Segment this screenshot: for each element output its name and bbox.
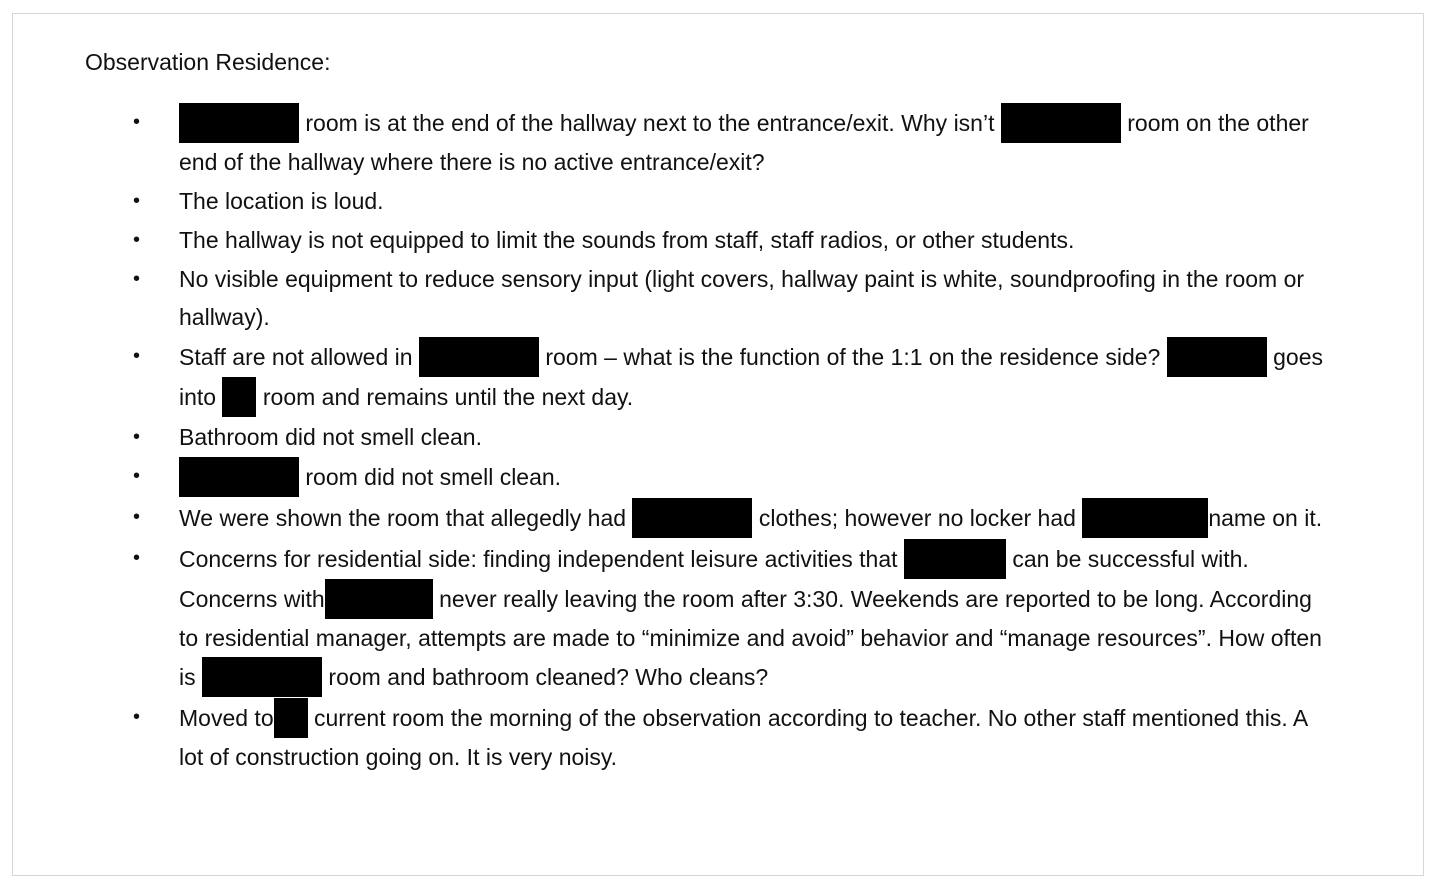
bullet-icon: • xyxy=(133,547,141,569)
bullet-icon: • xyxy=(133,465,141,487)
redaction-block xyxy=(419,337,539,377)
item-text: room did not smell clean. xyxy=(305,464,562,490)
list-item xyxy=(13,498,1425,538)
redaction-block xyxy=(274,698,308,738)
redaction-block xyxy=(632,498,752,538)
redaction-block xyxy=(325,579,433,619)
list-item xyxy=(13,337,1425,417)
item-text: We were shown the room that allegedly had xyxy=(179,505,627,531)
list-item xyxy=(13,539,1425,697)
redaction-block xyxy=(1001,103,1121,143)
redaction-block xyxy=(1167,337,1267,377)
item-text: Moved to xyxy=(179,705,274,731)
list-item xyxy=(13,418,1425,456)
bullet-icon: • xyxy=(133,506,141,528)
item-text: The hallway is not equipped to limit the sounds from staff, staff radios, or other students. xyxy=(179,227,1075,253)
list-item xyxy=(13,457,1425,497)
observation-list xyxy=(13,103,1425,777)
list-item xyxy=(13,221,1425,259)
document-page xyxy=(12,13,1424,876)
item-text: goes into xyxy=(179,344,1323,410)
item-text: name on it. xyxy=(1208,505,1323,531)
item-text: The location is loud. xyxy=(179,188,384,214)
item-text: current room the morning of the observation according to teacher. No other staff mentioned this. A lot of construction going on. It is very noisy. xyxy=(179,705,1307,770)
item-text: room and bathroom cleaned? Who cleans? xyxy=(328,664,769,690)
redaction-block xyxy=(179,103,299,143)
redaction-block xyxy=(222,377,256,417)
item-text: room and remains until the next day. xyxy=(262,384,634,410)
bullet-icon: • xyxy=(133,345,141,367)
item-text: Staff are not allowed in xyxy=(179,344,413,370)
redaction-block xyxy=(904,539,1006,579)
list-item xyxy=(13,182,1425,220)
item-text: No visible equipment to reduce sensory input (light covers, hallway paint is white, soundproofing in the room or hallway). xyxy=(179,266,1305,330)
bullet-icon: • xyxy=(133,111,141,133)
redaction-block xyxy=(1082,498,1208,538)
item-text: room – what is the function of the 1:1 on the residence side? xyxy=(545,344,1161,370)
item-text: room on the other end of the hallway where there is no active entrance/exit? xyxy=(179,110,1309,175)
item-text: clothes; however no locker had xyxy=(758,505,1076,531)
redaction-block xyxy=(179,457,299,497)
item-text: Concerns for residential side: finding independent leisure activities that xyxy=(179,546,898,572)
item-text: can be successful with. Concerns with xyxy=(179,546,1249,612)
item-text: Bathroom did not smell clean. xyxy=(179,424,482,450)
bullet-icon: • xyxy=(133,229,141,251)
document-heading: Observation Residence: xyxy=(85,49,331,75)
redaction-block xyxy=(202,657,322,697)
item-text: never really leaving the room after 3:30. Weekends are reported to be long. According to residential manager, attempts are made to “minimize and avoid” behavior and “manage resources”. How often is xyxy=(179,586,1322,690)
list-item xyxy=(13,103,1425,181)
bullet-icon: • xyxy=(133,426,141,448)
bullet-icon: • xyxy=(133,190,141,212)
list-item xyxy=(13,260,1425,336)
item-text: room is at the end of the hallway next to the entrance/exit. Why isn’t xyxy=(305,110,995,136)
bullet-icon: • xyxy=(133,268,141,290)
list-item xyxy=(13,698,1425,776)
bullet-icon: • xyxy=(133,706,141,728)
